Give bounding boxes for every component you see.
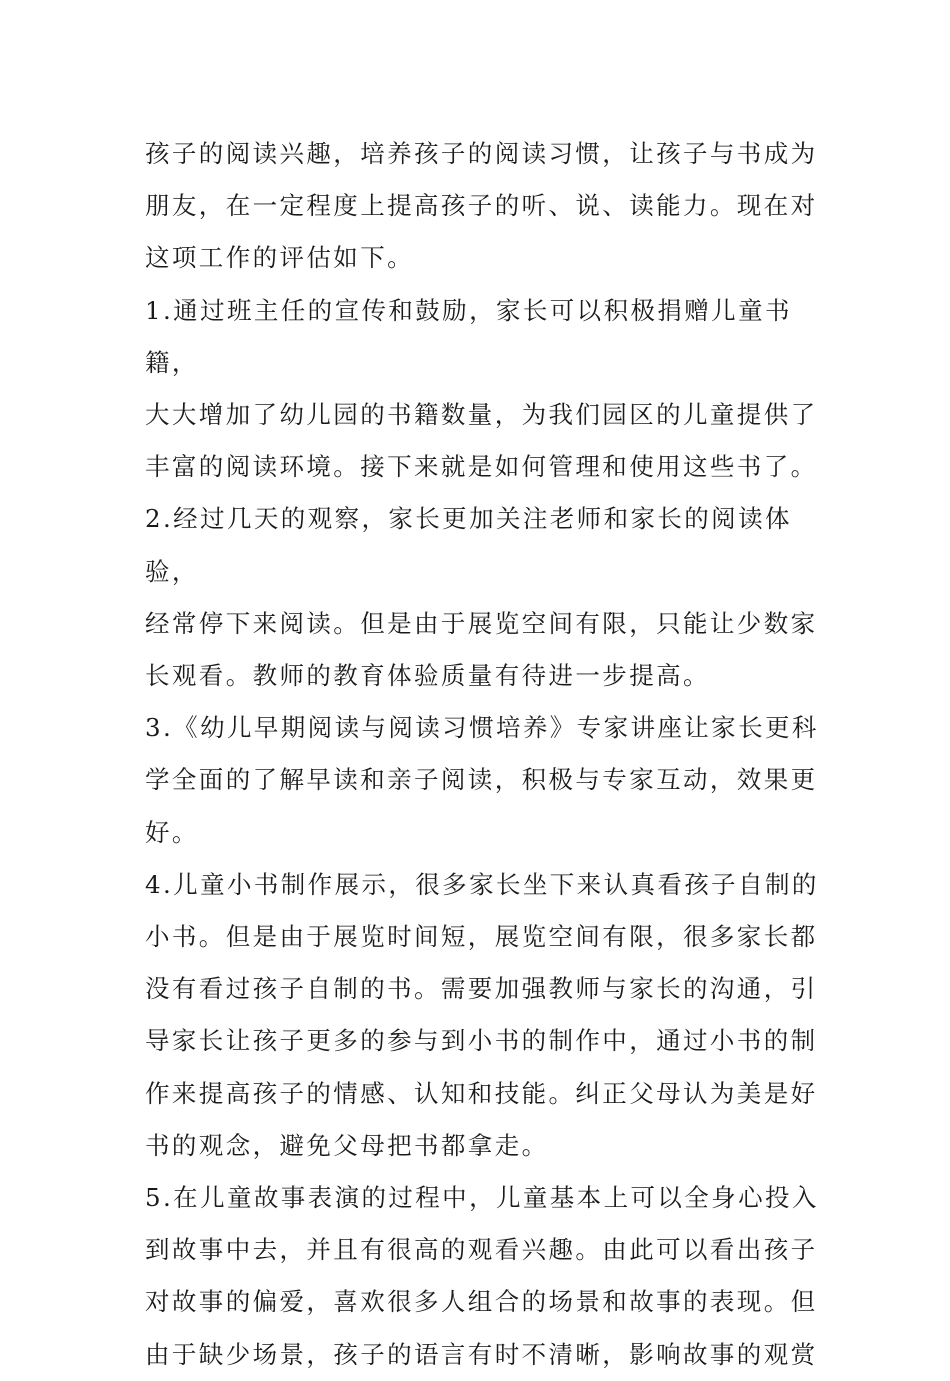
- text-line: 没有看过孩子自制的书。需要加强教师与家长的沟通，引: [145, 974, 818, 1004]
- text-line: 好。: [145, 817, 199, 847]
- text-line: 孩子的阅读兴趣，培养孩子的阅读习惯，让孩子与书成为: [145, 139, 818, 168]
- text-line: 导家长让孩子更多的参与到小书的制作中，通过小书的制: [145, 1026, 818, 1056]
- paragraph-item-2: [145, 493, 825, 702]
- text-line: 到故事中去，并且有很高的观看兴趣。由此可以看出孩子: [145, 1235, 818, 1265]
- paragraph-item-4: [145, 859, 825, 1172]
- text-line: 对故事的偏爱，喜欢很多人组合的场景和故事的表现。但: [145, 1287, 818, 1317]
- text-line: 5.在儿童故事表演的过程中，儿童基本上可以全身心投入: [145, 1183, 819, 1213]
- text-line: 3.《幼儿早期阅读与阅读习惯培养》专家讲座让家长更科: [145, 713, 819, 743]
- text-line: 长观看。教师的教育体验质量有待进一步提高。: [145, 661, 710, 691]
- text-line: 书的观念，避免父母把书都拿走。: [145, 1130, 549, 1160]
- paragraph-item-5: [145, 1172, 825, 1381]
- paragraph-intro: [145, 128, 825, 285]
- paragraph-item-3: [145, 702, 825, 859]
- text-line: 这项工作的评估如下。: [145, 243, 414, 273]
- text-line: 学全面的了解早读和亲子阅读，积极与专家互动，效果更: [145, 765, 818, 795]
- text-line: 经常停下来阅读。但是由于展览空间有限，只能让少数家: [145, 608, 818, 638]
- text-line: 2.经过几天的观察，家长更加关注老师和家长的阅读体验，: [145, 504, 792, 586]
- text-line: 小书。但是由于展览时间短，展览空间有限，很多家长都: [145, 922, 818, 952]
- text-line: 作来提高孩子的情感、认知和技能。纠正父母认为美是好: [145, 1078, 818, 1108]
- text-line: 丰富的阅读环境。接下来就是如何管理和使用这些书了。: [145, 452, 818, 482]
- paragraph-item-1: [145, 285, 825, 494]
- text-line: 由于缺少场景，孩子的语言有时不清晰，影响故事的观赏: [145, 1339, 818, 1369]
- text-line: 1.通过班主任的宣传和鼓励，家长可以积极捐赠儿童书籍，: [145, 295, 792, 377]
- text-line: 朋友，在一定程度上提高孩子的听、说、读能力。现在对: [145, 191, 818, 221]
- document-body: [145, 128, 825, 1381]
- text-line: 4.儿童小书制作展示，很多家长坐下来认真看孩子自制的: [145, 869, 819, 899]
- text-line: 大大增加了幼儿园的书籍数量，为我们园区的儿童提供了: [145, 400, 818, 430]
